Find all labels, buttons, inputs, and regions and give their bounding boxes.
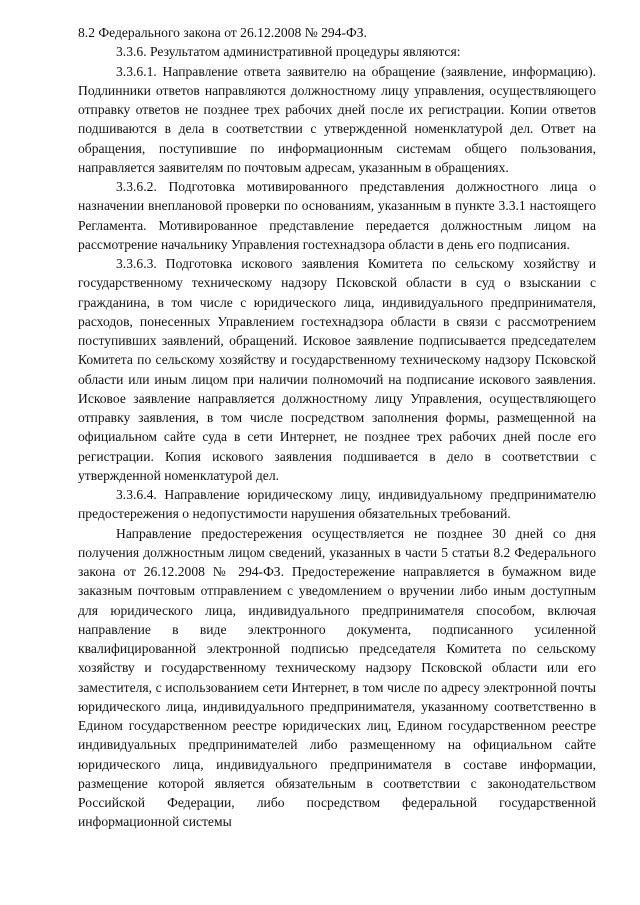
paragraph-3-3-6: 3.3.6. Результатом административной процедуры являются:	[116, 44, 461, 60]
paragraph-3-3-6-4: 3.3.6.4. Направление юридическому лицу, индивидуальному предпринимателю предостережения о недопустимости нарушения обязательных требований.	[78, 487, 596, 522]
document-page	[78, 23, 596, 832]
paragraph-warning-procedure: Направление предостережения осуществляется не позднее 30 дней со дня получения должностным лицом сведений, указанных в части 5 статьи 8.2 Федерального закона от 26.12.2008 № 294-ФЗ. Предостережение направляется в бумажном виде заказным почтовым отправлением с уведомлением о вручении либо иным доступным для юридического лица, индивидуального предпринимателя способом, включая направление в виде электронного документа, подписанного усиленной квалифицированной электронной подписью председателя Комитета по сельскому хозяйству и государственному техническому надзору Псковской области или его заместителя, с использованием сети Интернет, в том числе по адресу электронной почты юридического лица, индивидуального предпринимателя, указанному соответственно в Едином государственном реестре юридических лиц, Едином государственном реестре индивидуальных предпринимателей либо размещенному на официальном сайте юридического лица, индивидуального предпринимателя в составе информации, размещение которой является обязательным в соответствии с законодательством Российской Федерации, либо посредством федеральной государственной информационной системы	[78, 525, 596, 830]
paragraph-3-3-6-2: 3.3.6.2. Подготовка мотивированного представления должностного лица о назначении внеплановой проверки по основаниям, указанным в пункте 3.3.1 настоящего Регламента. Мотивированное представление передается должностным лицом на рассмотрение начальнику Управления гостехнадзора области в день его подписания.	[78, 179, 596, 252]
paragraph-3-3-6-1: 3.3.6.1. Направление ответа заявителю на обращение (заявление, информацию). Подлинники ответов направляются должностному лицу управления, осуществляющего отправку ответов не позднее трех рабочих дней после их регистрации. Копии ответов подшиваются в дела в соответствии с утвержденной номенклатурой дел. Ответ на обращения, поступившие по информационным системам общего пользования, направляется заявителям по почтовым адресам, указанным в обращениях.	[78, 63, 596, 175]
paragraph-3-3-6-3: 3.3.6.3. Подготовка искового заявления Комитета по сельскому хозяйству и государственному техническому надзору Псковской области в суд о взыскании с гражданина, в том числе с юридического лица, индивидуального предпринимателя, расходов, понесенных Управлением гостехнадзора области в связи с рассмотрением поступивших заявлений, обращений. Исковое заявление подписывается председателем Комитета по сельскому хозяйству и государственному техническому надзору Псковской области или иным лицом при наличии полномочий на подписание искового заявления. Исковое заявление направляется должностному лицу Управления, осуществляющего отправку заявления, в том числе посредством заполнения формы, размещенной на официальном сайте суда в сети Интернет, не позднее трех рабочих дней после его регистрации. Копия искового заявления подшивается в дело в соответствии с утвержденной номенклатурой дел.	[78, 256, 596, 483]
paragraph-law-reference: 8.2 Федерального закона от 26.12.2008 № 294-ФЗ.	[78, 25, 367, 40]
